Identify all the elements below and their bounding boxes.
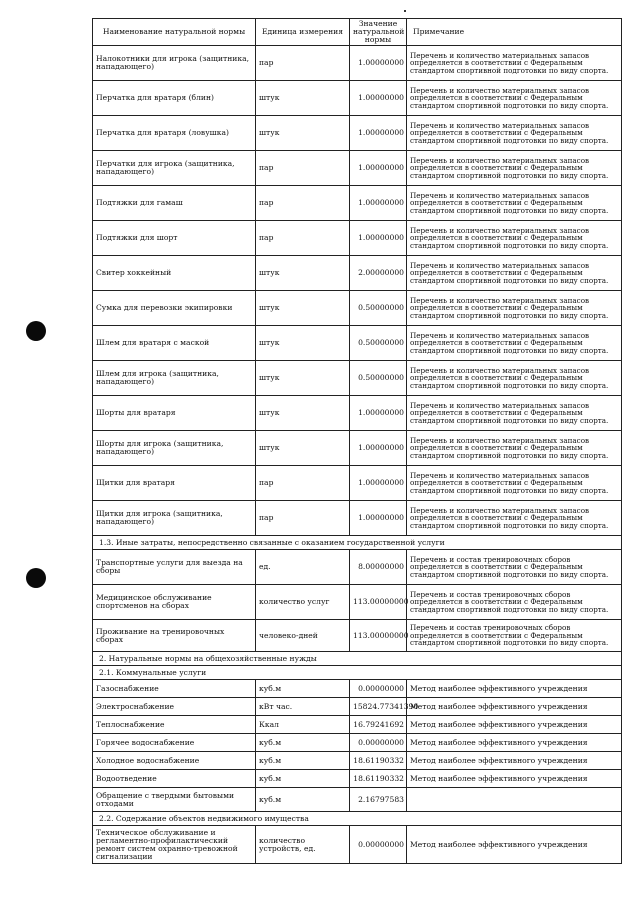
table-row [93,46,622,81]
table-row [93,716,622,734]
row-value: 0.50000000 [350,361,407,396]
row-note [407,788,622,812]
table-row [93,620,622,652]
row-unit: куб.м [256,752,350,770]
row-unit: пар [256,501,350,536]
row-name: Перчатка для вратаря (ловушка) [93,116,256,151]
row-value: 1.00000000 [350,81,407,116]
row-value: 1.00000000 [350,431,407,466]
row-name: Техническое обслуживание и регламентно-профилактический ремонт систем охранно-тревожной сигнализации [93,826,256,864]
row-unit: количество услуг [256,585,350,620]
table-row [93,326,622,361]
row-name: Медицинское обслуживание спортсменов на сборах [93,585,256,620]
table-row [93,770,622,788]
row-unit: кВт час. [256,698,350,716]
row-unit: штук [256,431,350,466]
row-note: Перечень и состав тренировочных сборов определяется в соответствии с Федеральным стандартом спортивной подготовки по виду спорта. [407,585,622,620]
row-note: Метод наиболее эффективного учреждения [407,734,622,752]
row-name: Обращение с твердыми бытовыми отходами [93,788,256,812]
header-value: Значение натуральной нормы [350,19,407,46]
row-unit: ед. [256,550,350,585]
header-note: Примечание [407,19,622,46]
row-unit: пар [256,46,350,81]
row-unit: штук [256,361,350,396]
row-note: Перечень и количество материальных запасов определяется в соответствии с Федеральным стандартом спортивной подготовки по виду спорта. [407,46,622,81]
row-note: Перечень и количество материальных запасов определяется в соответствии с Федеральным стандартом спортивной подготовки по виду спорта. [407,396,622,431]
row-value: 1.00000000 [350,501,407,536]
punch-hole-lower [26,568,46,588]
row-value: 1.00000000 [350,396,407,431]
row-name: Горячее водоснабжение [93,734,256,752]
row-unit: пар [256,151,350,186]
row-value: 1.00000000 [350,46,407,81]
header-unit: Единица измерения [256,19,350,46]
row-note: Перечень и состав тренировочных сборов определяется в соответствии с Федеральным стандартом спортивной подготовки по виду спорта. [407,550,622,585]
row-note: Перечень и количество материальных запасов определяется в соответствии с Федеральным стандартом спортивной подготовки по виду спорта. [407,431,622,466]
row-note: Перечень и количество материальных запасов определяется в соответствии с Федеральным стандартом спортивной подготовки по виду спорта. [407,151,622,186]
table-row [93,680,622,698]
section-2-2-heading: 2.2. Содержание объектов недвижимого имущества [93,812,622,826]
table-row [93,151,622,186]
section-2-heading: 2. Натуральные нормы на общехозяйственные нужды [93,652,622,666]
table-row [93,116,622,151]
row-name: Подтяжки для гамаш [93,186,256,221]
row-value: 1.00000000 [350,186,407,221]
row-unit: куб.м [256,680,350,698]
row-note: Метод наиболее эффективного учреждения [407,752,622,770]
row-value: 18.61190332 [350,770,407,788]
row-unit: штук [256,326,350,361]
table-row [93,698,622,716]
punch-hole-upper [26,321,46,341]
row-note: Метод наиболее эффективного учреждения [407,680,622,698]
table-row [93,550,622,585]
section-row [93,652,622,666]
row-note: Перечень и количество материальных запасов определяется в соответствии с Федеральным стандартом спортивной подготовки по виду спорта. [407,221,622,256]
row-unit: куб.м [256,788,350,812]
row-unit: штук [256,81,350,116]
section-row [93,536,622,550]
table-row [93,752,622,770]
row-name: Щитки для игрока (защитника, нападающего) [93,501,256,536]
row-value: 0.50000000 [350,326,407,361]
row-note: Перечень и количество материальных запасов определяется в соответствии с Федеральным стандартом спортивной подготовки по виду спорта. [407,186,622,221]
row-value: 18.61190332 [350,752,407,770]
table-row [93,396,622,431]
row-name: Проживание на тренировочных сборах [93,620,256,652]
row-note: Перечень и количество материальных запасов определяется в соответствии с Федеральным стандартом спортивной подготовки по виду спорта. [407,81,622,116]
table-row [93,361,622,396]
section-row [93,666,622,680]
row-name: Шорты для игрока (защитника, нападающего) [93,431,256,466]
row-name: Перчатка для вратаря (блин) [93,81,256,116]
row-unit: штук [256,396,350,431]
row-unit: пар [256,186,350,221]
table-row [93,734,622,752]
table-row [93,186,622,221]
row-value: 0.00000000 [350,680,407,698]
row-value: 2.00000000 [350,256,407,291]
table-row [93,221,622,256]
row-unit: пар [256,466,350,501]
scan-speck [404,10,406,12]
header-name: Наименование натуральной нормы [93,19,256,46]
row-name: Налокотники для игрока (защитника, нападающего) [93,46,256,81]
natural-norms-table [92,18,622,864]
row-name: Транспортные услуги для выезда на сборы [93,550,256,585]
row-value: 0.50000000 [350,291,407,326]
row-value: 1.00000000 [350,116,407,151]
row-name: Шлем для игрока (защитника, нападающего) [93,361,256,396]
row-name: Щитки для вратаря [93,466,256,501]
row-name: Водоотведение [93,770,256,788]
row-name: Газоснабжение [93,680,256,698]
row-note: Метод наиболее эффективного учреждения [407,716,622,734]
row-value: 113.00000000 [350,585,407,620]
row-value: 8.00000000 [350,550,407,585]
row-note: Перечень и количество материальных запасов определяется в соответствии с Федеральным стандартом спортивной подготовки по виду спорта. [407,326,622,361]
row-value: 15824.77341390 [350,698,407,716]
row-note: Перечень и состав тренировочных сборов определяется в соответствии с Федеральным стандартом спортивной подготовки по виду спорта. [407,620,622,652]
row-value: 1.00000000 [350,221,407,256]
row-value: 0.00000000 [350,734,407,752]
row-unit: штук [256,116,350,151]
row-note: Перечень и количество материальных запасов определяется в соответствии с Федеральным стандартом спортивной подготовки по виду спорта. [407,116,622,151]
table-row [93,826,622,864]
row-note: Перечень и количество материальных запасов определяется в соответствии с Федеральным стандартом спортивной подготовки по виду спорта. [407,466,622,501]
table-row [93,501,622,536]
row-unit: Ккал [256,716,350,734]
row-note: Перечень и количество материальных запасов определяется в соответствии с Федеральным стандартом спортивной подготовки по виду спорта. [407,501,622,536]
row-name: Электроснабжение [93,698,256,716]
row-unit: штук [256,291,350,326]
row-name: Шорты для вратаря [93,396,256,431]
table-header-row [93,19,622,46]
table-row [93,788,622,812]
row-note: Перечень и количество материальных запасов определяется в соответствии с Федеральным стандартом спортивной подготовки по виду спорта. [407,361,622,396]
row-value: 1.00000000 [350,151,407,186]
row-note: Метод наиболее эффективного учреждения [407,770,622,788]
table-row [93,466,622,501]
row-value: 2.16797583 [350,788,407,812]
section-1-3-heading: 1.3. Иные затраты, непосредственно связанные с оказанием государственной услуги [93,536,622,550]
row-unit: куб.м [256,770,350,788]
row-unit: пар [256,221,350,256]
row-value: 1.00000000 [350,466,407,501]
row-unit: штук [256,256,350,291]
row-name: Перчатки для игрока (защитника, нападающего) [93,151,256,186]
row-name: Подтяжки для шорт [93,221,256,256]
table-row [93,256,622,291]
row-name: Теплоснабжение [93,716,256,734]
row-note: Перечень и количество материальных запасов определяется в соответствии с Федеральным стандартом спортивной подготовки по виду спорта. [407,291,622,326]
row-unit: количество устройств, ед. [256,826,350,864]
row-note: Метод наиболее эффективного учреждения [407,826,622,864]
row-name: Свитер хоккейный [93,256,256,291]
section-row [93,812,622,826]
row-name: Сумка для перевозки экипировки [93,291,256,326]
row-unit: куб.м [256,734,350,752]
section-2-1-heading: 2.1. Коммунальные услуги [93,666,622,680]
table-row [93,585,622,620]
row-note: Перечень и количество материальных запасов определяется в соответствии с Федеральным стандартом спортивной подготовки по виду спорта. [407,256,622,291]
row-value: 0.00000000 [350,826,407,864]
table-row [93,81,622,116]
row-note: Метод наиболее эффективного учреждения [407,698,622,716]
row-unit: человеко-дней [256,620,350,652]
row-value: 113.00000000 [350,620,407,652]
row-name: Холодное водоснабжение [93,752,256,770]
table-row [93,291,622,326]
row-name: Шлем для вратаря с маской [93,326,256,361]
row-value: 16.79241692 [350,716,407,734]
table-row [93,431,622,466]
